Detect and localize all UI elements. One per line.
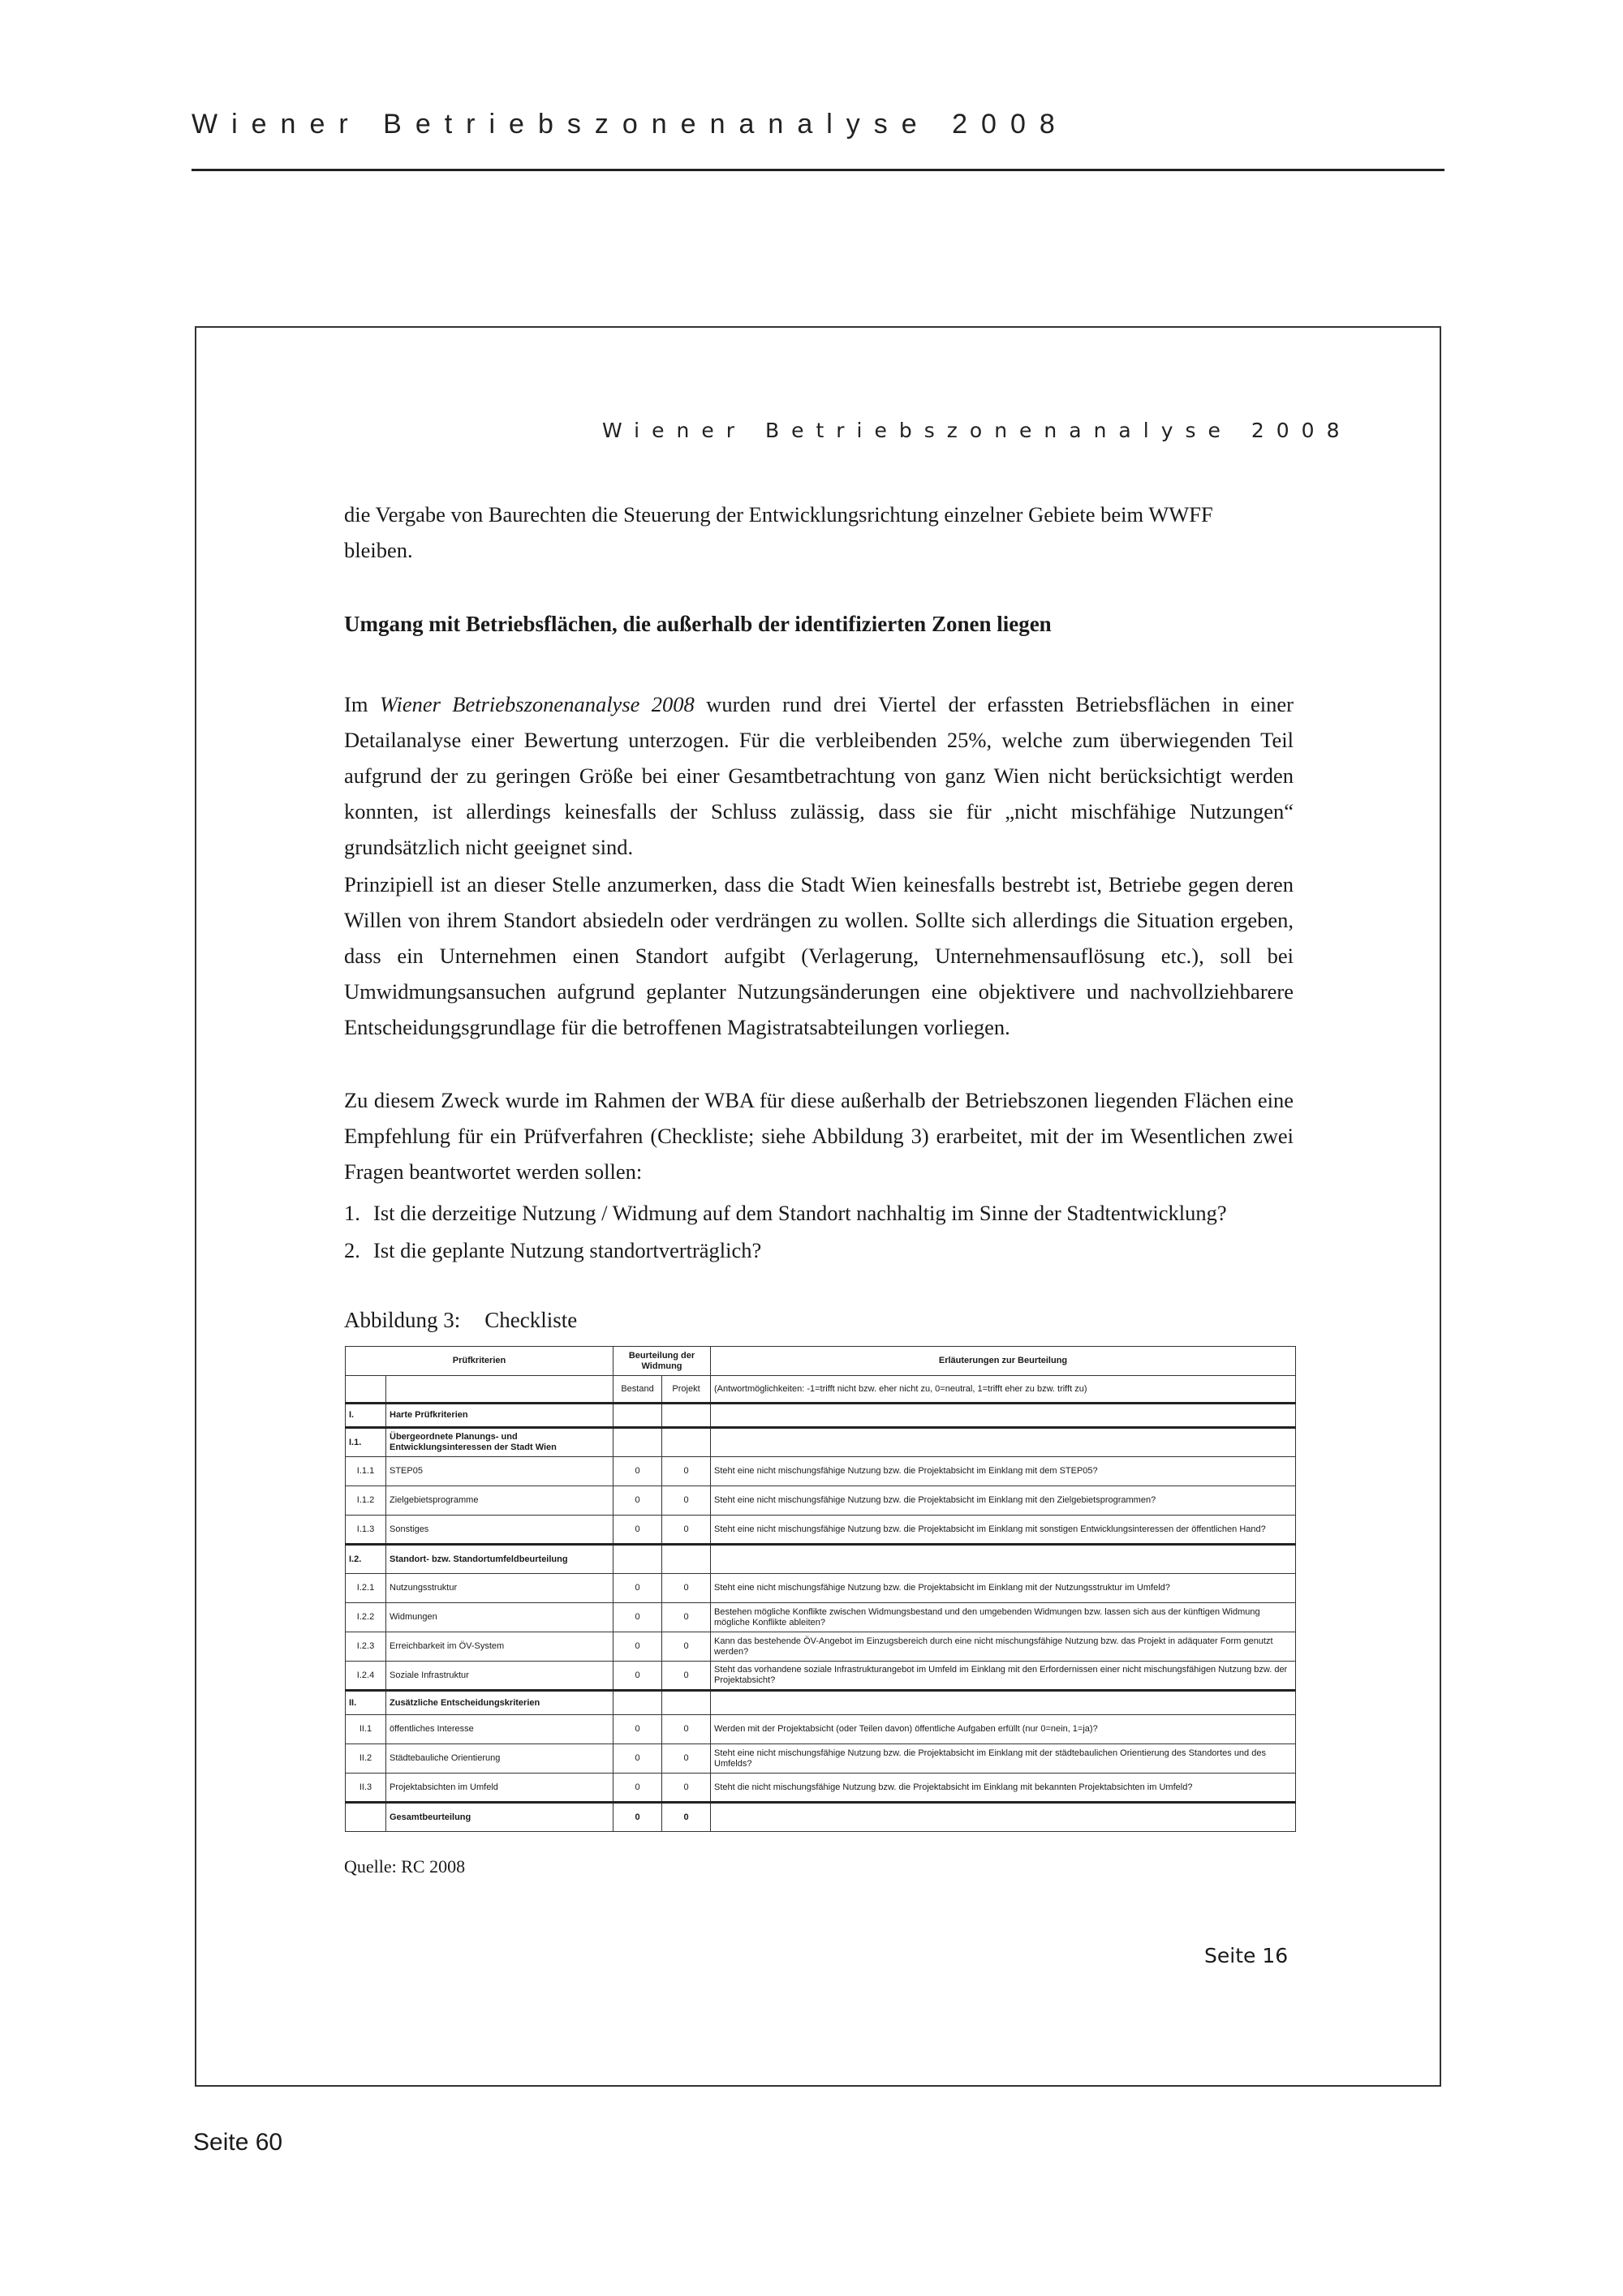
row-name: Übergeordnete Planungs- und Entwicklungsinteressen der Stadt Wien: [386, 1428, 613, 1457]
row-id: II.2: [346, 1744, 386, 1774]
row-name: Widmungen: [386, 1603, 613, 1632]
row-name: Soziale Infrastruktur: [386, 1662, 613, 1691]
row-note: Bestehen mögliche Konflikte zwischen Widmungsbestand und den umgebenden Widmungen bzw. lassen sich aus der künftigen Widmung mögliche Konflikte ableiten?: [711, 1603, 1296, 1632]
paragraph-3: Zu diesem Zweck wurde im Rahmen der WBA für diese außerhalb der Betriebszonen liegenden Flächen eine Empfehlung für ein Prüfverfahren (Checkliste; siehe Abbildung 3) erarbeitet, mit der im Wesentlichen zwei Fragen beantwortet werden sollen:: [344, 1088, 1294, 1184]
row-id: I.2.3: [346, 1632, 386, 1662]
row-projekt: 0: [662, 1774, 711, 1803]
row-note: [711, 1691, 1296, 1715]
header-projekt: Projekt: [662, 1376, 711, 1404]
row-id: II.3: [346, 1774, 386, 1803]
table-row: [346, 1457, 1296, 1486]
report-title-italic: Wiener Betriebszonenanalyse 2008: [379, 692, 695, 716]
row-id: I.: [346, 1404, 386, 1428]
header-bestand: Bestand: [613, 1376, 662, 1404]
header-explanation: Erläuterungen zur Beurteilung: [711, 1347, 1296, 1376]
inner-page-number: Seite 16: [1204, 1944, 1289, 1967]
row-note: Werden mit der Projektabsicht (oder Teilen davon) öffentliche Aufgaben erfüllt (nur 0=nein, 1=ja)?: [711, 1715, 1296, 1744]
row-projekt: 0: [662, 1457, 711, 1486]
figure-source: Quelle: RC 2008: [344, 1856, 466, 1877]
row-name: Zielgebietsprogramme: [386, 1486, 613, 1516]
row-id: I.2.2: [346, 1603, 386, 1632]
table-row: [346, 1691, 1296, 1715]
inner-header: Wiener Betriebszonenanalyse 2008: [602, 419, 1352, 442]
row-bestand: 0: [613, 1457, 662, 1486]
row-id: I.2.1: [346, 1574, 386, 1603]
row-projekt: 0: [662, 1486, 711, 1516]
row-note: [711, 1428, 1296, 1457]
row-projekt: 0: [662, 1744, 711, 1774]
table-header-row: [346, 1347, 1296, 1376]
table-row: [346, 1603, 1296, 1632]
row-id: II.1: [346, 1715, 386, 1744]
table-row: [346, 1574, 1296, 1603]
table-row: [346, 1545, 1296, 1574]
row-bestand: 0: [613, 1662, 662, 1691]
row-bestand: 0: [613, 1774, 662, 1803]
table-row: [346, 1774, 1296, 1803]
row-id: II.: [346, 1691, 386, 1715]
row-id: I.1.: [346, 1428, 386, 1457]
table-row: [346, 1404, 1296, 1428]
row-bestand: [613, 1691, 662, 1715]
row-bestand: [613, 1404, 662, 1428]
row-bestand: 0: [613, 1516, 662, 1545]
row-bestand: 0: [613, 1486, 662, 1516]
row-note: Steht das vorhandene soziale Infrastrukturangebot im Umfeld im Einklang mit den Erfordernissen einer nicht mischungsfähigen Nutzung bzw. der Projektabsicht?: [711, 1662, 1296, 1691]
paragraph-2: Prinzipiell ist an dieser Stelle anzumerken, dass die Stadt Wien keinesfalls bestrebt ist, Betriebe gegen deren Willen von ihrem Standort absiedeln oder verdrängen zu wollen. Sollte sich allerdings die Situation ergeben, dass ein Unternehmen einen Standort aufgibt (Verlagerung, Unternehmensauflösung etc.), soll bei Umwidmungsansuchen aufgrund geplanter Nutzungsänderungen eine objektivere und nachvollziehbarere Entscheidungsgrundlage für die betroffenen Magistratsabteilungen vorliegen.: [344, 872, 1294, 1039]
row-name: öffentliches Interesse: [386, 1715, 613, 1744]
row-note: Kann das bestehende ÖV-Angebot im Einzugsbereich durch eine nicht mischungsfähige Nutzung bzw. das Projekt in adäquater Form genutzt werden?: [711, 1632, 1296, 1662]
row-bestand: 0: [613, 1574, 662, 1603]
row-bestand: [613, 1428, 662, 1457]
table-row: [346, 1516, 1296, 1545]
row-note: [711, 1404, 1296, 1428]
row-name: Zusätzliche Entscheidungskriterien: [386, 1691, 613, 1715]
outer-header: Wiener Betriebszonenanalyse 2008: [192, 109, 1069, 140]
row-projekt: 0: [662, 1574, 711, 1603]
total-label: Gesamtbeurteilung: [386, 1803, 613, 1832]
table-row: [346, 1715, 1296, 1744]
row-note: Steht eine nicht mischungsfähige Nutzung bzw. die Projektabsicht im Einklang mit der städtebaulichen Orientierung des Standortes und des Umfelds?: [711, 1744, 1296, 1774]
row-bestand: 0: [613, 1603, 662, 1632]
row-name: Nutzungsstruktur: [386, 1574, 613, 1603]
table-row: [346, 1486, 1296, 1516]
outer-page-number: Seite 60: [193, 2129, 283, 2156]
row-name: Standort- bzw. Standortumfeldbeurteilung: [386, 1545, 613, 1574]
checklist-table: [345, 1346, 1296, 1832]
table-row: [346, 1632, 1296, 1662]
table-total-row: [346, 1803, 1296, 1832]
header-answers: (Antwortmöglichkeiten: -1=trifft nicht bzw. eher nicht zu, 0=neutral, 1=trifft eher zu bzw. trifft zu): [711, 1376, 1296, 1404]
header-rule: [192, 169, 1444, 171]
table-body: [346, 1404, 1296, 1803]
paragraph-intro: die Vergabe von Baurechten die Steuerung der Entwicklungsrichtung einzelner Gebiete beim WWFF bleiben.: [344, 502, 1213, 562]
total-bestand: 0: [613, 1803, 662, 1832]
row-bestand: 0: [613, 1744, 662, 1774]
row-projekt: [662, 1545, 711, 1574]
row-name: Sonstiges: [386, 1516, 613, 1545]
row-id: I.2.: [346, 1545, 386, 1574]
row-note: Steht eine nicht mischungsfähige Nutzung bzw. die Projektabsicht im Einklang mit dem STEP05?: [711, 1457, 1296, 1486]
row-note: [711, 1545, 1296, 1574]
row-note: Steht eine nicht mischungsfähige Nutzung bzw. die Projektabsicht im Einklang mit den Zielgebietsprogrammen?: [711, 1486, 1296, 1516]
row-projekt: [662, 1404, 711, 1428]
row-projekt: 0: [662, 1715, 711, 1744]
list-item-1: 1. Ist die derzeitige Nutzung / Widmung auf dem Standort nachhaltig im Sinne der Stadtentwicklung?: [344, 1201, 1227, 1225]
row-id: I.1.2: [346, 1486, 386, 1516]
row-name: Projektabsichten im Umfeld: [386, 1774, 613, 1803]
row-bestand: [613, 1545, 662, 1574]
row-projekt: [662, 1428, 711, 1457]
row-name: Harte Prüfkriterien: [386, 1404, 613, 1428]
table-row: [346, 1662, 1296, 1691]
row-name: Städtebauliche Orientierung: [386, 1744, 613, 1774]
table-row: [346, 1428, 1296, 1457]
row-name: Erreichbarkeit im ÖV-System: [386, 1632, 613, 1662]
row-projekt: 0: [662, 1662, 711, 1691]
row-id: I.2.4: [346, 1662, 386, 1691]
row-id: I.1.1: [346, 1457, 386, 1486]
table-subheader-row: [346, 1376, 1296, 1404]
row-note: Steht eine nicht mischungsfähige Nutzung bzw. die Projektabsicht im Einklang mit der Nutzungsstruktur im Umfeld?: [711, 1574, 1296, 1603]
header-criteria: Prüfkriterien: [346, 1347, 613, 1376]
row-projekt: 0: [662, 1516, 711, 1545]
section-heading: Umgang mit Betriebsflächen, die außerhalb der identifizierten Zonen liegen: [344, 612, 1052, 636]
row-projekt: 0: [662, 1632, 711, 1662]
row-name: STEP05: [386, 1457, 613, 1486]
row-bestand: 0: [613, 1632, 662, 1662]
table-row: [346, 1744, 1296, 1774]
header-assessment: Beurteilung der Widmung: [613, 1347, 711, 1376]
row-note: Steht die nicht mischungsfähige Nutzung bzw. die Projektabsicht im Einklang mit bekannten Projektabsichten im Umfeld?: [711, 1774, 1296, 1803]
row-id: I.1.3: [346, 1516, 386, 1545]
paragraph-1: Im Wiener Betriebszonenanalyse 2008 wurden rund drei Viertel der erfassten Betriebsflächen in einer Detailanalyse einer Bewertung unterzogen. Für die verbleibenden 25%, welche zum überwiegenden Teil aufgrund der zu geringen Größe bei einer Gesamtbetrachtung von ganz Wien nicht berücksichtigt werden konnten, ist allerdings keinesfalls der Schluss zulässig, dass sie für „nicht mischfähige Nutzungen“ grundsätzlich nicht geeignet sind.: [344, 692, 1294, 859]
row-projekt: 0: [662, 1603, 711, 1632]
row-bestand: 0: [613, 1715, 662, 1744]
row-projekt: [662, 1691, 711, 1715]
figure-caption: Abbildung 3: Checkliste: [344, 1308, 578, 1332]
row-note: Steht eine nicht mischungsfähige Nutzung bzw. die Projektabsicht im Einklang mit sonstigen Entwicklungsinteressen der öffentlichen Hand?: [711, 1516, 1296, 1545]
list-item-2: 2. Ist die geplante Nutzung standortverträglich?: [344, 1238, 762, 1262]
total-projekt: 0: [662, 1803, 711, 1832]
